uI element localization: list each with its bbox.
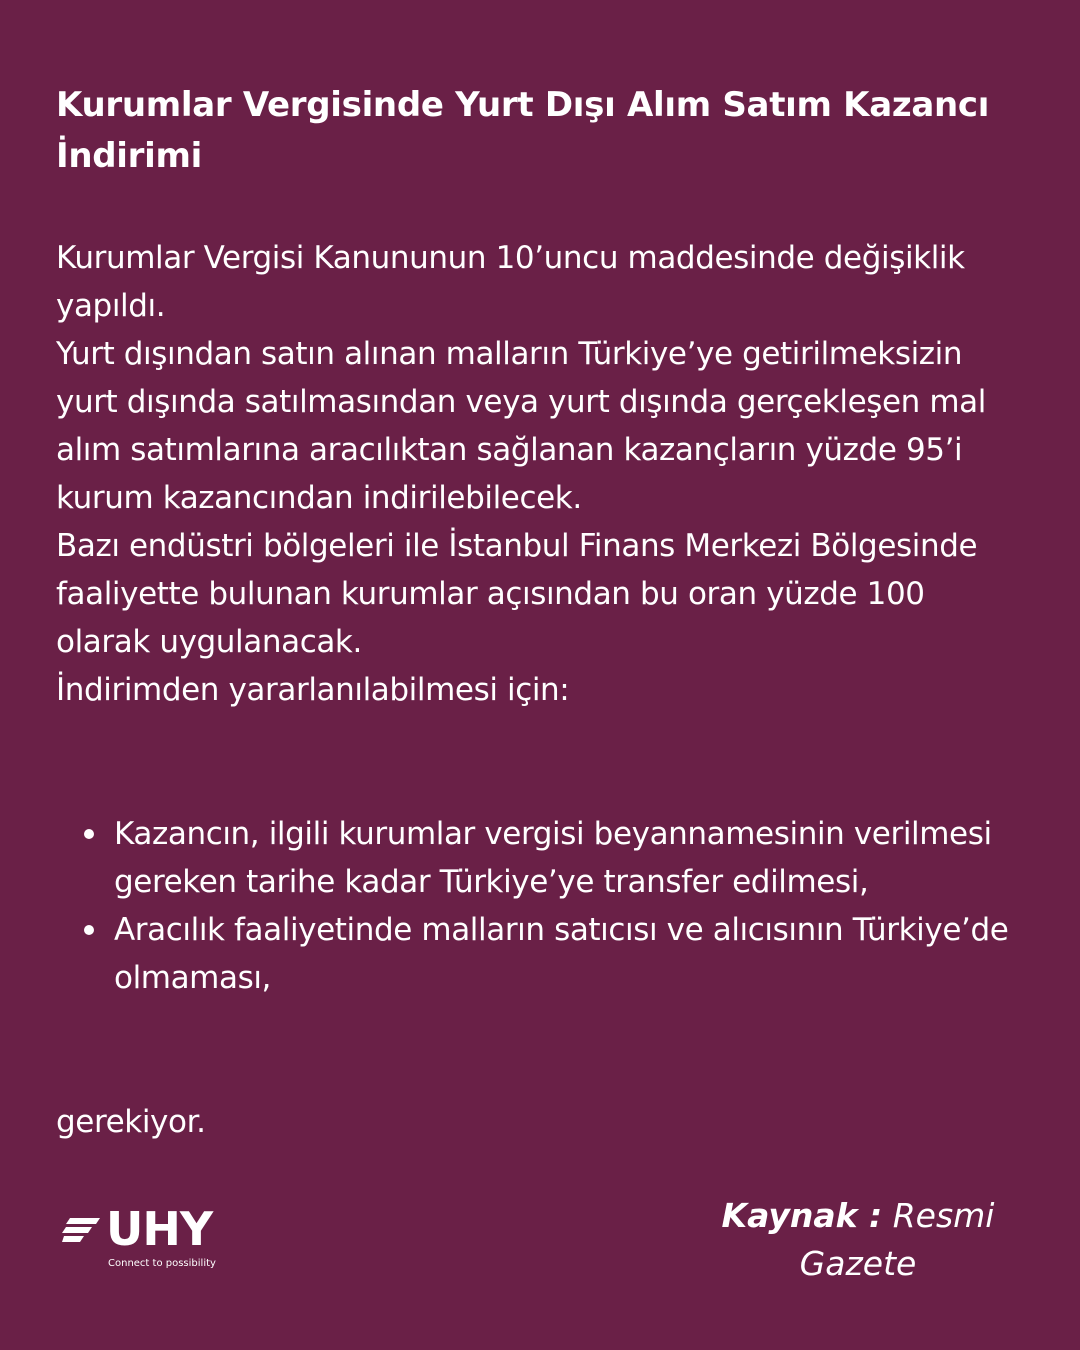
bullet-icon	[84, 829, 94, 839]
closing-text: gerekiyor.	[56, 1104, 206, 1140]
paragraph-3: Bazı endüstri bölgeleri ile İstanbul Finans Merkezi Bölgesinde faaliyette bulunan kurumlar açısından bu oran yüzde 100 olarak uygulanacak.	[56, 528, 978, 660]
list-item-text: Aracılık faaliyetinde malların satıcısı ve alıcısının Türkiye’de olmaması,	[114, 912, 1009, 996]
list-item	[56, 906, 1016, 1002]
source-label: Kaynak :	[721, 1196, 883, 1235]
bullet-icon	[84, 925, 94, 935]
article-body	[56, 234, 1016, 714]
logo-tagline: Connect to possibility	[108, 1258, 216, 1269]
source-credit	[700, 1192, 1016, 1288]
requirements-list	[56, 810, 1016, 1002]
paragraph-4: İndirimden yararlanılabilmesi için:	[56, 672, 570, 708]
logo-wing-icon	[62, 1212, 102, 1246]
list-item	[56, 810, 1016, 906]
uhy-logo	[62, 1202, 242, 1274]
source-value: Resmi Gazete	[799, 1196, 995, 1283]
page-title: Kurumlar Vergisinde Yurt Dışı Alım Satım Kazancı İndirimi	[56, 85, 990, 176]
paragraph-1: Kurumlar Vergisi Kanununun 10’uncu maddesinde değişiklik yapıldı.	[56, 240, 965, 324]
paragraph-2: Yurt dışından satın alınan malların Türkiye’ye getirilmeksizin yurt dışında satılmasından veya yurt dışında gerçekleşen mal alım satımlarına aracılıktan sağlanan kazançların yüzde 95’i kurum kazancından indirilebilecek.	[56, 336, 986, 516]
logo-wordmark: UHY	[106, 1202, 213, 1256]
list-item-text: Kazancın, ilgili kurumlar vergisi beyannamesinin verilmesi gereken tarihe kadar Türkiye’ye transfer edilmesi,	[114, 816, 992, 900]
